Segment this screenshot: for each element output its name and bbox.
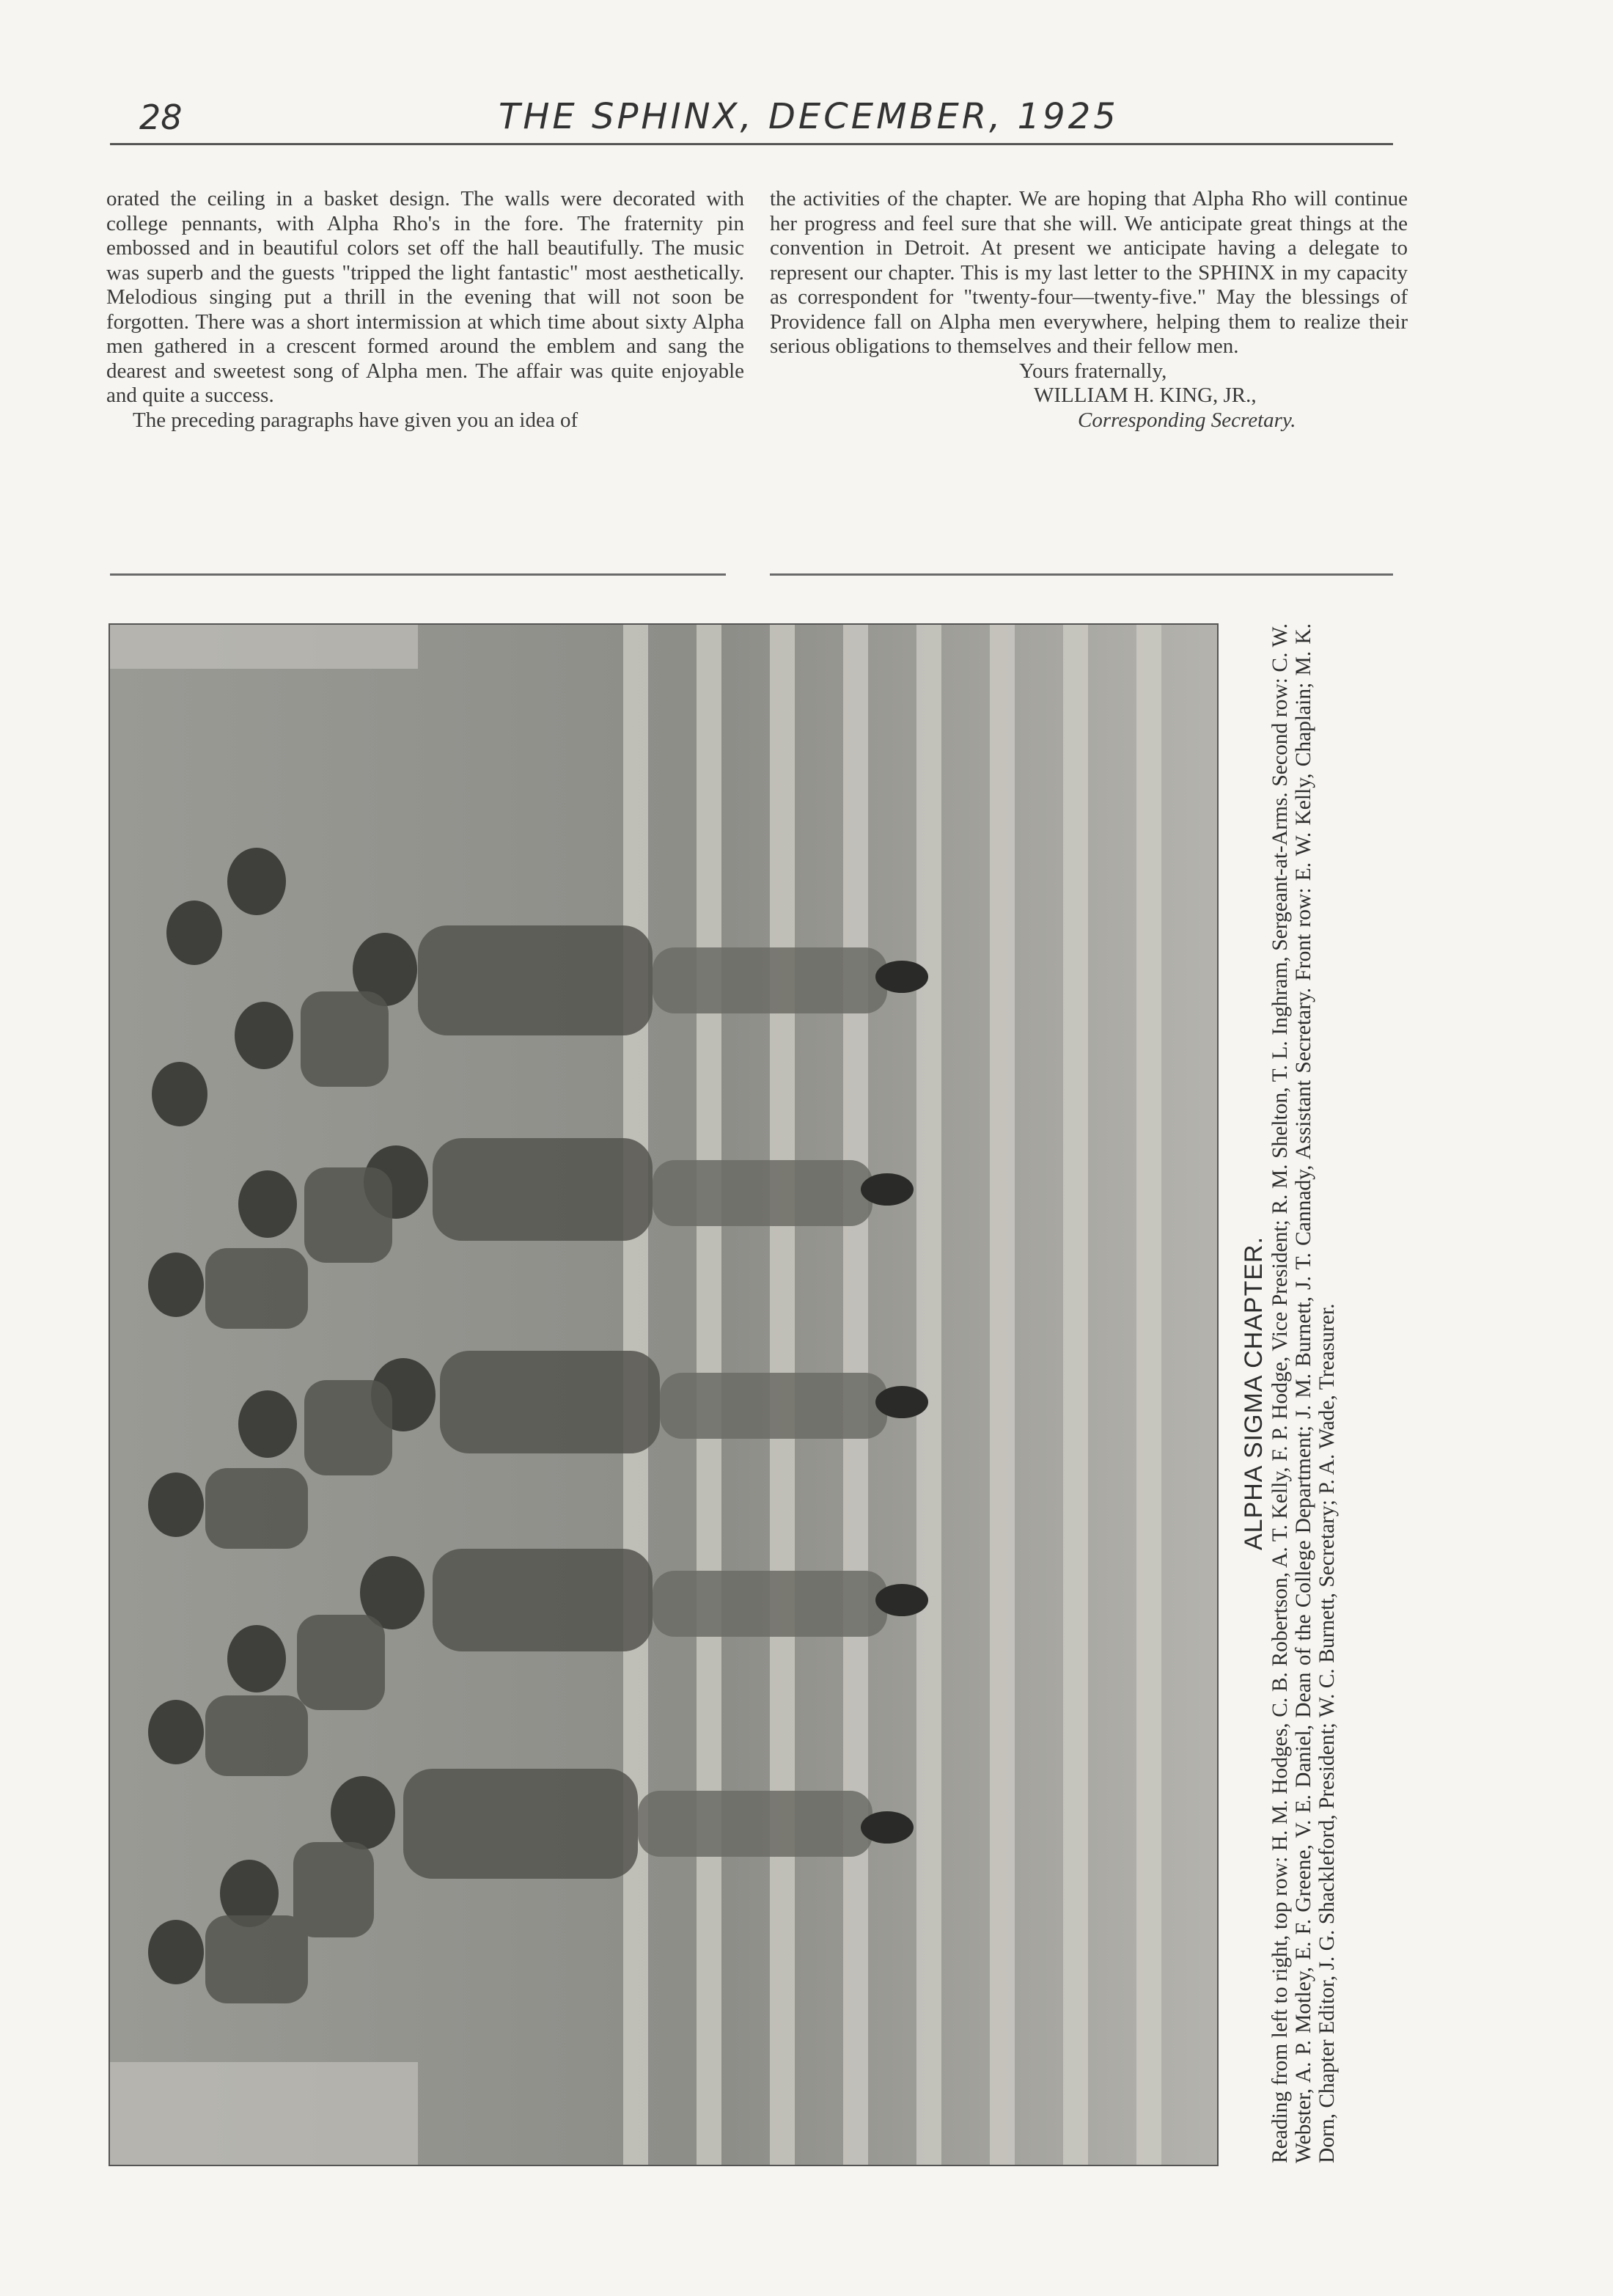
photo-caption: [1239, 623, 1393, 2163]
article-left-column: [106, 187, 744, 433]
chapter-group-photo: [109, 623, 1219, 2166]
caption-title: ALPHA SIGMA CHAPTER.: [1240, 1236, 1268, 1551]
closing-line: Yours fraternally,: [1019, 359, 1167, 383]
signer-name: WILLIAM H. KING, JR.,: [1034, 384, 1257, 407]
page-header: [110, 92, 1393, 145]
article-paragraph: orated the ceiling in a basket design. The walls were decorated with college pennants, with Alpha Rho's in the fore. The fraternity pin embossed and in beautiful colors set off the hall beautifully. The music was superb and the guests "tripped the light fantastic" most aesthetically. Melodious singing put a thrill in the evening that will not soon be forgotten. There was a short intermission at which time about sixty Alpha men gathered in a crescent formed around the emblem and sang the dearest and sweetest song of Alpha men. The affair was quite enjoyable and quite a success.: [106, 187, 744, 407]
photo-caption-container: [1239, 623, 1393, 2163]
signer-title: Corresponding Secretary.: [1078, 408, 1296, 432]
page-number: 28: [139, 98, 183, 137]
column-divider-rule: [110, 573, 726, 576]
signature-block: [770, 359, 1408, 433]
article-right-column: [770, 187, 1408, 433]
caption-text: Reading from left to right, top row: H. M. Hodges, C. B. Robertson, A. T. Kelly, F. P. Hodge, Vice President; R. M. Shelton, T. L. Inghram, Sergeant-at-Arms. Second row: C. W. Webster, A. P. Motley, E. F. Greene, V. E. Daniel, Dean of the College Department; J. M. Burnett, J. T. Cannady, Assistant Secretary. Front row: E. W. Kelly, Chaplain; M. K. Dorn, Chapter Editor, J. G. Shackleford, President; W. C. Burnett, Secretary; P. A. Wade, Treasurer.: [1268, 623, 1339, 2163]
article-paragraph: the activities of the chapter. We are hoping that Alpha Rho will continue her progress and feel sure that she will. We anticipate great things at the convention in Detroit. At present we anticipate having a delegate to represent our chapter. This is my last letter to the SPHINX in my capacity as correspondent for "twenty-four—twenty-five." May the blessings of Providence fall on Alpha men everywhere, helping them to realize their serious obligations to themselves and their fellow men.: [770, 187, 1408, 358]
column-divider-rule: [770, 573, 1393, 576]
article-paragraph: The preceding paragraphs have given you an idea of: [133, 408, 578, 432]
running-title: THE SPHINX, DECEMBER, 1925: [499, 96, 1119, 137]
